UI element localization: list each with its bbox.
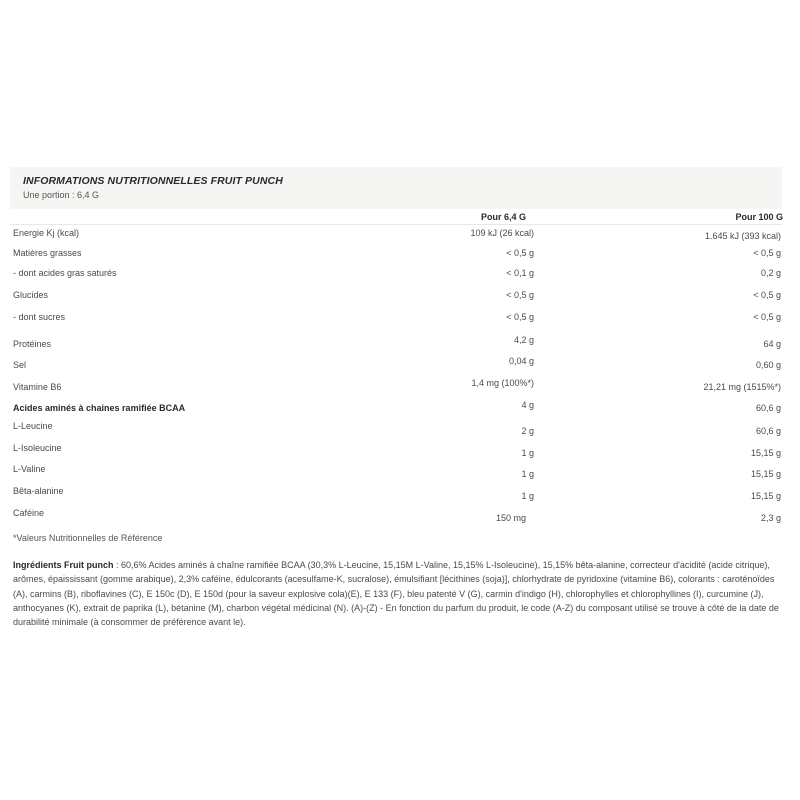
nutrition-header [10, 167, 782, 209]
nutrient-label: Caféine [13, 508, 45, 518]
table-row [10, 400, 782, 416]
nutrient-label: Glucides [13, 290, 49, 300]
value-per-serving: 1,4 mg (100%*) [471, 378, 534, 388]
value-per-serving: < 0,5 g [506, 312, 534, 322]
nutrient-label: Matières grasses [13, 248, 82, 258]
column-header-per-serving: Pour 6,4 G [480, 212, 526, 222]
value-per-serving: 109 kJ (26 kcal) [470, 228, 534, 238]
table-row [10, 228, 782, 244]
nutrient-label: L-Leucine [13, 421, 53, 431]
nutrient-label: Acides aminés à chaines ramifiée BCAA [13, 403, 186, 413]
value-per-100g: < 0,5 g [753, 290, 781, 300]
value-per-serving: 1 g [521, 491, 534, 501]
table-row [10, 508, 782, 524]
nutrient-label: L-Isoleucine [13, 443, 62, 453]
table-row [10, 312, 782, 328]
nutrient-label: - dont sucres [13, 312, 66, 322]
value-per-serving: 0,04 g [508, 356, 534, 366]
value-per-100g: 1.645 kJ (393 kcal) [704, 231, 781, 241]
value-per-100g: 64 g [763, 339, 781, 349]
value-per-100g: 21,21 mg (1515%*) [703, 382, 781, 392]
ingredients-text: : 60,6% Acides aminés à chaîne ramifiée BCAA (30,3% L-Leucine, 15,15M L-Valine, 15,15% L-Isoleucine), 15,15% bêta-alanine, correcteur d'acidité (acide citrique), arômes, épaississant (gomme arabique), 2,3% caféine, édulcorants (acesulfame-K, sucralose), émulsifiant [lécithines (soja)], chlorhydrate de pyridoxine (vitamine B6), colorants : caroténoïdes (A), carmins (B), riboflavines (C), E 150c (D), E 150d (pour la saveur explosive cola)(E), E 133 (F), bleu patenté V (G), carmin d'indigo (H), chlorophylles et chlorophyllines (I), curcumine (J), anthocyanes (K), extrait de paprika (L), bétanine (M), charbon végétal médicinal (N). (A)-(Z) - En fonction du parfum du produit, le code (A-Z) du composant utilisé se trouve à côté de la date de durabilité minimale (à consommer de préférence avant le). [13, 560, 779, 628]
value-per-100g: 60,6 g [755, 426, 781, 436]
nutrient-label: - dont acides gras saturés [13, 268, 117, 278]
ingredients-label: Ingrédients Fruit punch [13, 560, 114, 570]
table-row [10, 486, 782, 502]
nutrient-label: Bêta-alanine [13, 486, 64, 496]
value-per-100g: 15,15 g [750, 448, 781, 458]
value-per-serving: < 0,1 g [506, 268, 534, 278]
table-row [10, 335, 782, 351]
value-per-100g: 60,6 g [755, 403, 781, 413]
ingredients-paragraph [13, 558, 785, 629]
value-per-100g: 2,3 g [760, 513, 781, 523]
value-per-serving: 4,2 g [513, 335, 534, 345]
table-row [10, 248, 782, 264]
nutrient-label: Vitamine B6 [13, 382, 62, 392]
value-per-100g: 0,60 g [755, 360, 781, 370]
table-row [10, 464, 782, 480]
table-row [10, 378, 782, 394]
table-row [10, 356, 782, 372]
nutrition-title: INFORMATIONS NUTRITIONNELLES FRUIT PUNCH [23, 175, 283, 187]
nutrient-label: Energie Kj (kcal) [13, 228, 80, 238]
value-per-100g: 0,2 g [760, 268, 781, 278]
serving-size: Une portion : 6,4 G [23, 190, 100, 200]
value-per-serving: < 0,5 g [506, 290, 534, 300]
table-row [10, 268, 782, 284]
value-per-100g: 15,15 g [750, 469, 781, 479]
column-header-per-100g: Pour 100 G [735, 212, 783, 222]
table-row [10, 290, 782, 306]
nutrient-label: Protéines [13, 339, 52, 349]
value-per-serving: < 0,5 g [506, 248, 534, 258]
value-per-100g: < 0,5 g [753, 248, 781, 258]
nutrient-label: L-Valine [13, 464, 46, 474]
value-per-100g: < 0,5 g [753, 312, 781, 322]
table-row [10, 421, 782, 437]
header-divider [10, 224, 782, 225]
value-per-serving: 4 g [521, 400, 534, 410]
table-row [10, 443, 782, 459]
value-per-serving: 1 g [521, 448, 534, 458]
reference-footnote: *Valeurs Nutritionnelles de Référence [13, 533, 163, 543]
value-per-serving: 150 mg [495, 513, 526, 523]
value-per-serving: 2 g [521, 426, 534, 436]
value-per-serving: 1 g [521, 469, 534, 479]
nutrient-label: Sel [13, 360, 27, 370]
value-per-100g: 15,15 g [750, 491, 781, 501]
